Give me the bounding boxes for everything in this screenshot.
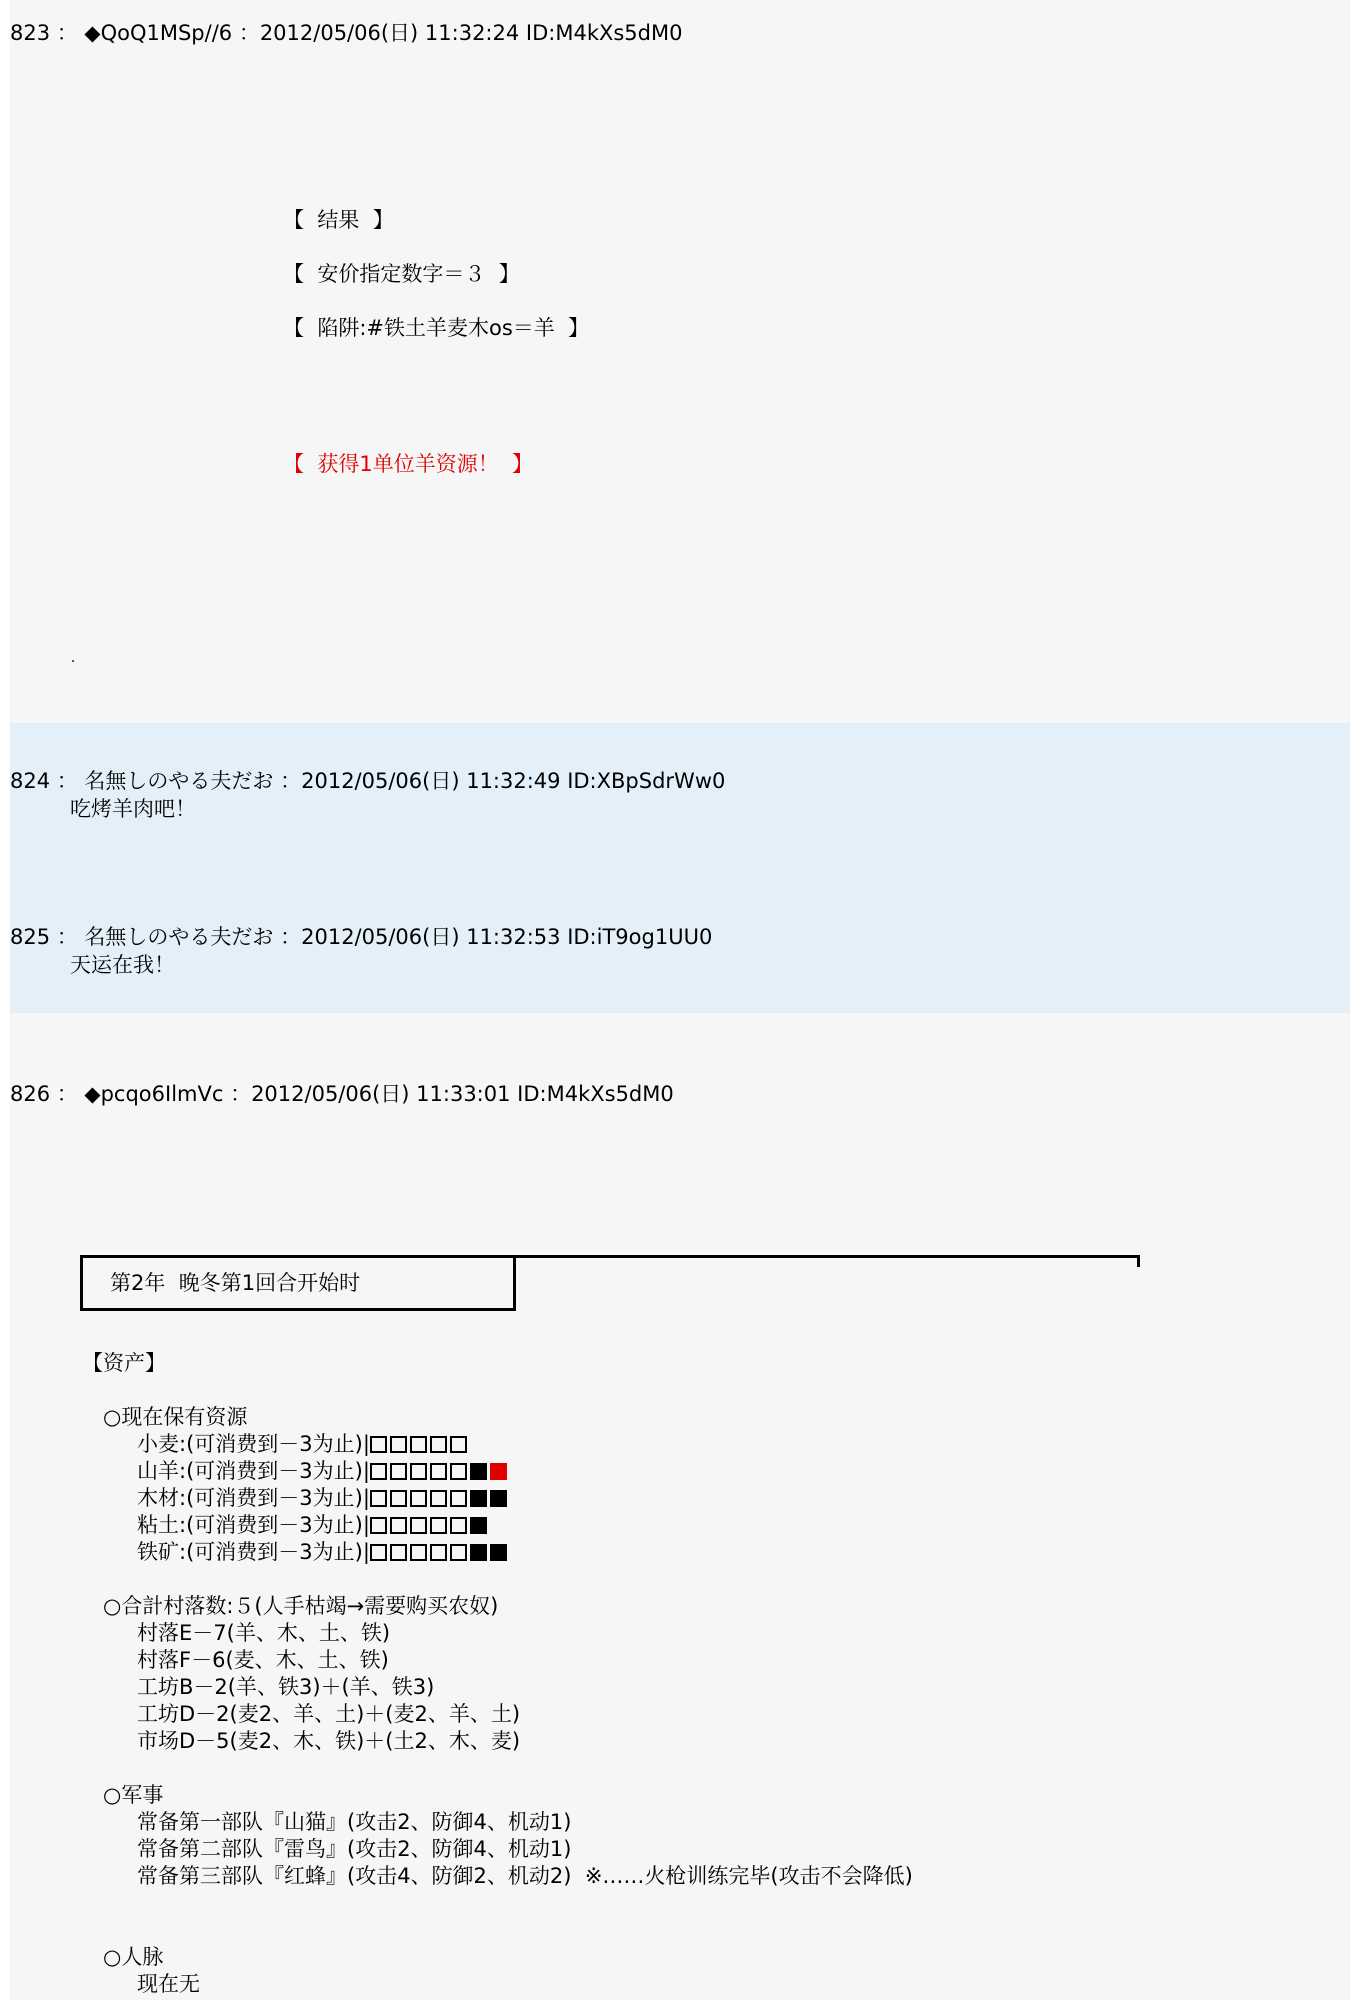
resource-row bbox=[137, 1431, 470, 1458]
resource-row bbox=[137, 1512, 490, 1539]
status-frame-right bbox=[1137, 1255, 1140, 1267]
connections-heading: ○人脉 bbox=[103, 1945, 164, 1969]
filled-box-icon bbox=[470, 1517, 487, 1534]
resource-label: 铁矿:(可消费到－3为止)| bbox=[137, 1540, 370, 1564]
empty-box-icon bbox=[410, 1490, 427, 1507]
empty-box-icon bbox=[370, 1517, 387, 1534]
filled-box-icon bbox=[490, 1544, 507, 1561]
empty-box-icon bbox=[430, 1544, 447, 1561]
village-item: 村落E－7(羊、木、土、铁) bbox=[137, 1621, 391, 1645]
resources-heading: ○现在保有资源 bbox=[103, 1405, 248, 1429]
stray-dot bbox=[72, 660, 74, 662]
post-823-number-line: 【 安价指定数字＝３ 】 bbox=[283, 262, 520, 286]
resource-row bbox=[137, 1458, 510, 1485]
red-box-icon bbox=[490, 1463, 507, 1480]
post-824-header: 824 ： 名無しのやる夫だお ：2012/05/06(日) 11:32:49 ID:XBpSdrWw0 bbox=[10, 769, 726, 793]
resource-row bbox=[137, 1539, 510, 1566]
empty-box-icon bbox=[450, 1436, 467, 1453]
village-item: 工坊B－2(羊、铁3)＋(羊、铁3) bbox=[137, 1675, 435, 1699]
village-item: 工坊D－2(麦2、羊、土)＋(麦2、羊、土) bbox=[137, 1702, 521, 1726]
empty-box-icon bbox=[390, 1436, 407, 1453]
post-824-body: 吃烤羊肉吧！ bbox=[70, 797, 196, 821]
post-823-reward-line: 【 获得1单位羊资源！ 】 bbox=[283, 452, 534, 476]
resource-label: 山羊:(可消费到－3为止)| bbox=[137, 1459, 370, 1483]
empty-box-icon bbox=[430, 1490, 447, 1507]
empty-box-icon bbox=[410, 1544, 427, 1561]
empty-box-icon bbox=[370, 1490, 387, 1507]
empty-box-icon bbox=[390, 1544, 407, 1561]
resource-label: 木材:(可消费到－3为止)| bbox=[137, 1486, 370, 1510]
empty-box-icon bbox=[410, 1517, 427, 1534]
empty-box-icon bbox=[390, 1463, 407, 1480]
military-unit: 常备第二部队『雷鸟』(攻击2、防御4、机动1) bbox=[137, 1837, 572, 1861]
village-item: 村落F－6(麦、木、土、铁) bbox=[137, 1648, 389, 1672]
resource-row bbox=[137, 1485, 510, 1512]
filled-box-icon bbox=[470, 1463, 487, 1480]
empty-box-icon bbox=[430, 1463, 447, 1480]
connections-value: 现在无 bbox=[137, 1972, 200, 1996]
empty-box-icon bbox=[410, 1436, 427, 1453]
military-unit: 常备第一部队『山猫』(攻击2、防御4、机动1) bbox=[137, 1810, 572, 1834]
resource-label: 小麦:(可消费到－3为止)| bbox=[137, 1432, 370, 1456]
status-title: 第2年 晚冬第1回合开始时 bbox=[110, 1271, 361, 1295]
military-unit: 常备第三部队『红蜂』(攻击4、防御2、机动2) ※……火枪训练完毕(攻击不会降低) bbox=[137, 1864, 913, 1888]
status-frame-left bbox=[80, 1255, 83, 1311]
empty-box-icon bbox=[390, 1490, 407, 1507]
empty-box-icon bbox=[390, 1517, 407, 1534]
empty-box-icon bbox=[410, 1463, 427, 1480]
empty-box-icon bbox=[450, 1517, 467, 1534]
empty-box-icon bbox=[370, 1463, 387, 1480]
status-frame-top bbox=[80, 1255, 1140, 1258]
post-826-header: 826 ： ◆pcqo6IlmVc ：2012/05/06(日) 11:33:01 ID:M4kXs5dM0 bbox=[10, 1082, 674, 1106]
village-item: 市场D－5(麦2、木、铁)＋(土2、木、麦) bbox=[137, 1729, 521, 1753]
resource-label: 粘土:(可消费到－3为止)| bbox=[137, 1513, 370, 1537]
post-823-result-line: 【 结果 】 bbox=[283, 208, 394, 232]
empty-box-icon bbox=[450, 1463, 467, 1480]
status-frame-bottom bbox=[80, 1308, 516, 1311]
post-825-header: 825 ： 名無しのやる夫だお ：2012/05/06(日) 11:32:53 ID:iT9og1UU0 bbox=[10, 925, 713, 949]
post-823-trap-line: 【 陷阱:#铁土羊麦木os＝羊 】 bbox=[283, 316, 590, 340]
empty-box-icon bbox=[370, 1544, 387, 1561]
military-heading: ○军事 bbox=[103, 1783, 164, 1807]
filled-box-icon bbox=[470, 1544, 487, 1561]
post-825-body: 天运在我！ bbox=[70, 953, 175, 977]
filled-box-icon bbox=[490, 1490, 507, 1507]
post-823-header: 823 ： ◆QoQ1MSp//6 ：2012/05/06(日) 11:32:24 ID:M4kXs5dM0 bbox=[10, 21, 683, 45]
empty-box-icon bbox=[450, 1544, 467, 1561]
filled-box-icon bbox=[470, 1490, 487, 1507]
empty-box-icon bbox=[450, 1490, 467, 1507]
empty-box-icon bbox=[430, 1436, 447, 1453]
status-frame-divider bbox=[513, 1255, 516, 1311]
empty-box-icon bbox=[430, 1517, 447, 1534]
highlighted-posts-background bbox=[10, 723, 1350, 1013]
empty-box-icon bbox=[370, 1436, 387, 1453]
assets-heading: 【资产】 bbox=[82, 1351, 166, 1375]
villages-heading: ○合計村落数:５(人手枯竭→需要购买农奴) bbox=[103, 1594, 499, 1618]
